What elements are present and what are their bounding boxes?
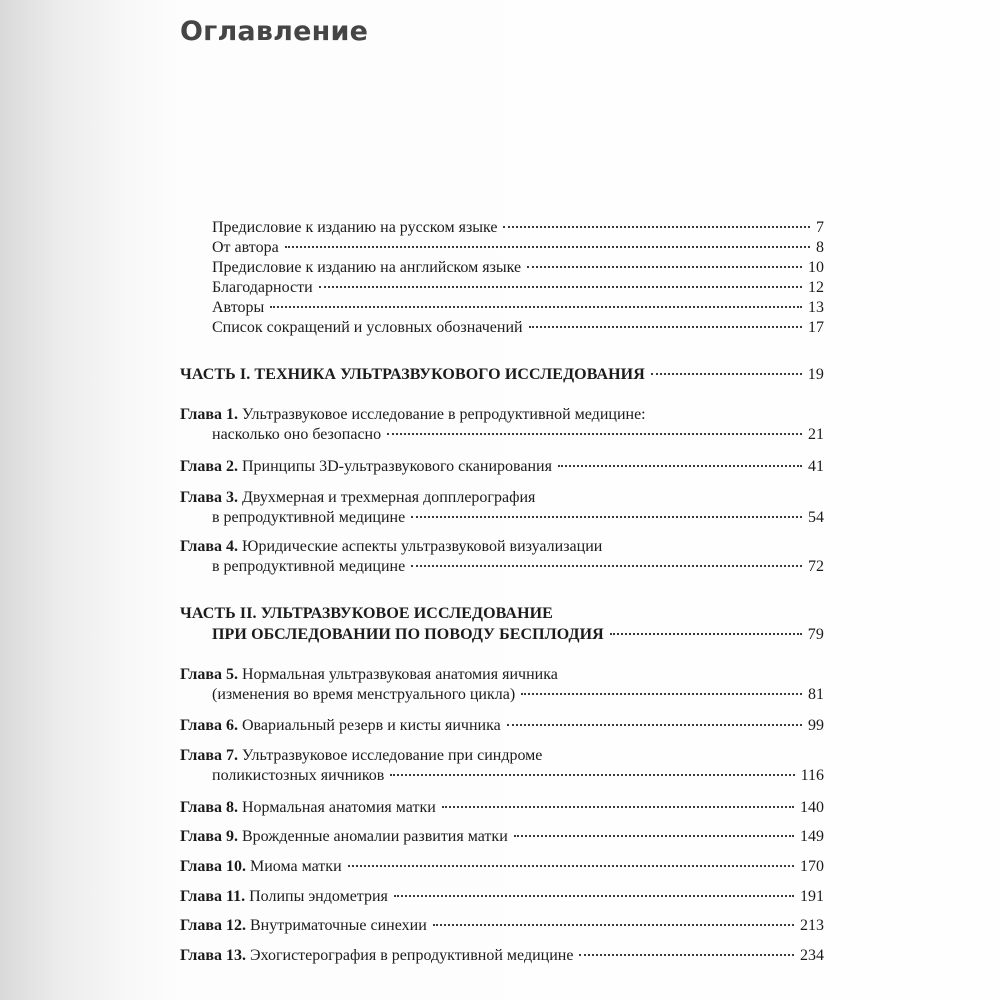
toc-page-number: 7 <box>816 219 824 236</box>
toc-page-number: 234 <box>800 947 824 964</box>
dot-leader <box>521 693 802 695</box>
toc-chapter-5-line1[interactable] <box>180 665 558 685</box>
chapter-label: Глава 9. <box>180 828 238 845</box>
chapter-title-cont: в репродуктивной медицине <box>212 558 406 575</box>
chapter-title-cont: (изменения во время менструального цикла) <box>212 686 516 703</box>
chapter-title: Нормальная анатомия матки <box>242 799 436 816</box>
toc-page-number: 213 <box>800 917 824 934</box>
chapter-title: Овариальный резерв и кисты яичника <box>242 717 501 734</box>
toc-part-title: ЧАСТЬ I. ТЕХНИКА УЛЬТРАЗВУКОВОГО ИССЛЕДОВАНИЯ <box>180 366 645 383</box>
toc-page-number: 10 <box>808 259 824 276</box>
toc-entry-text: От автора <box>212 239 279 256</box>
toc-chapter-7[interactable] <box>212 766 824 786</box>
dot-leader <box>579 954 794 956</box>
chapter-label: Глава 13. <box>180 947 246 964</box>
toc-entry-authors[interactable] <box>212 298 824 318</box>
toc-chapter-6[interactable] <box>180 716 824 736</box>
chapter-label: Глава 2. <box>180 458 238 475</box>
toc-entry-text: Предисловие к изданию на английском языке <box>212 259 522 276</box>
toc-page-number: 17 <box>808 319 824 336</box>
toc-part-1[interactable] <box>180 365 824 385</box>
dot-leader <box>270 306 802 308</box>
toc-page-number: 116 <box>800 767 824 784</box>
chapter-title: Полипы эндометрия <box>249 888 388 905</box>
toc-part-2[interactable] <box>212 625 824 645</box>
chapter-title: Двухмерная и трехмерная допплерография <box>242 489 536 506</box>
toc-entry-from-author[interactable] <box>212 238 824 258</box>
chapter-title-cont: поликистозных яичников <box>212 767 385 784</box>
dot-leader <box>651 373 802 375</box>
toc-entry-text: Благодарности <box>212 279 313 296</box>
dot-leader <box>558 465 802 467</box>
chapter-title: Принципы 3D-ультразвукового сканирования <box>242 458 552 475</box>
chapter-label: Глава 11. <box>180 888 246 905</box>
toc-chapter-5[interactable] <box>212 685 824 705</box>
toc-entry-text: Предисловие к изданию на русском языке <box>212 219 498 236</box>
toc-page-number: 140 <box>800 799 824 816</box>
toc-chapter-2[interactable] <box>180 457 824 477</box>
dot-leader <box>527 266 802 268</box>
chapter-title-cont: насколько оно безопасно <box>212 426 382 443</box>
toc-chapter-4[interactable] <box>212 557 824 577</box>
toc-part-title: ЧАСТЬ II. УЛЬТРАЗВУКОВОЕ ИССЛЕДОВАНИЕ <box>180 605 553 622</box>
toc-chapter-9[interactable] <box>180 827 824 847</box>
toc-part-title-cont: ПРИ ОБСЛЕДОВАНИИ ПО ПОВОДУ БЕСПЛОДИЯ <box>212 626 604 643</box>
toc-entry-acknowledgments[interactable] <box>212 278 824 298</box>
toc-chapter-10[interactable] <box>180 857 824 877</box>
dot-leader <box>433 924 794 926</box>
chapter-title: Нормальная ультразвуковая анатомия яичника <box>242 666 558 683</box>
toc-entry-text: Авторы <box>212 299 265 316</box>
chapter-title-cont: в репродуктивной медицине <box>212 509 406 526</box>
chapter-label: Глава 3. <box>180 489 238 506</box>
dot-leader <box>411 565 802 567</box>
toc-page-number: 170 <box>800 858 824 875</box>
toc-page-number: 19 <box>807 366 824 383</box>
dot-leader <box>442 806 794 808</box>
chapter-label: Глава 6. <box>180 717 238 734</box>
toc-page-number: 149 <box>800 828 824 845</box>
chapter-title: Ультразвуковое исследование в репродуктивной медицине: <box>242 406 646 423</box>
dot-leader <box>285 246 810 248</box>
toc-entry-preface-en[interactable] <box>212 258 824 278</box>
chapter-title: Ультразвуковое исследование при синдроме <box>242 747 543 764</box>
dot-leader <box>390 774 794 776</box>
chapter-title: Юридические аспекты ультразвуковой визуализации <box>242 538 603 555</box>
dot-leader <box>348 865 794 867</box>
toc-page-number: 81 <box>808 686 824 703</box>
page-title: Оглавление <box>180 16 369 47</box>
toc-page-number: 41 <box>808 458 824 475</box>
toc-page-number: 79 <box>807 626 824 643</box>
dot-leader <box>610 633 802 635</box>
dot-leader <box>319 286 802 288</box>
toc-chapter-13[interactable] <box>180 946 824 966</box>
toc-page-number: 54 <box>808 509 824 526</box>
dot-leader <box>503 226 810 228</box>
toc-chapter-11[interactable] <box>180 887 824 907</box>
chapter-label: Глава 4. <box>180 538 238 555</box>
dot-leader <box>387 433 802 435</box>
toc-part-2-line1[interactable] <box>180 604 553 624</box>
toc-entry-preface-ru[interactable] <box>212 218 824 238</box>
toc-entry-abbreviations[interactable] <box>212 318 824 338</box>
toc-chapter-3[interactable] <box>212 508 824 528</box>
toc-chapter-3-line1[interactable] <box>180 488 535 508</box>
dot-leader <box>394 895 794 897</box>
chapter-title: Внутриматочные синехии <box>250 917 427 934</box>
toc-page-number: 8 <box>816 239 824 256</box>
toc-page-number: 12 <box>808 279 824 296</box>
toc-chapter-1[interactable] <box>212 425 824 445</box>
dot-leader <box>507 724 802 726</box>
chapter-title: Врожденные аномалии развития матки <box>242 828 508 845</box>
chapter-title: Миома матки <box>250 858 342 875</box>
toc-entry-text: Список сокращений и условных обозначений <box>212 319 523 336</box>
toc-chapter-4-line1[interactable] <box>180 537 602 557</box>
toc-chapter-7-line1[interactable] <box>180 746 542 766</box>
toc-chapter-1-line1[interactable] <box>180 405 646 425</box>
toc-page-number: 72 <box>808 558 824 575</box>
toc-chapter-12[interactable] <box>180 916 824 936</box>
chapter-label: Глава 12. <box>180 917 246 934</box>
dot-leader <box>411 516 802 518</box>
toc-page-number: 191 <box>800 888 824 905</box>
chapter-label: Глава 10. <box>180 858 246 875</box>
toc-chapter-8[interactable] <box>180 798 824 818</box>
chapter-label: Глава 7. <box>180 747 238 764</box>
toc-page-number: 21 <box>808 426 824 443</box>
chapter-label: Глава 8. <box>180 799 238 816</box>
dot-leader <box>529 326 802 328</box>
chapter-label: Глава 5. <box>180 666 238 683</box>
chapter-label: Глава 1. <box>180 406 238 423</box>
toc-page-number: 13 <box>808 299 824 316</box>
dot-leader <box>514 835 794 837</box>
chapter-title: Эхогистерография в репродуктивной медицине <box>250 947 574 964</box>
toc-page-number: 99 <box>808 717 824 734</box>
